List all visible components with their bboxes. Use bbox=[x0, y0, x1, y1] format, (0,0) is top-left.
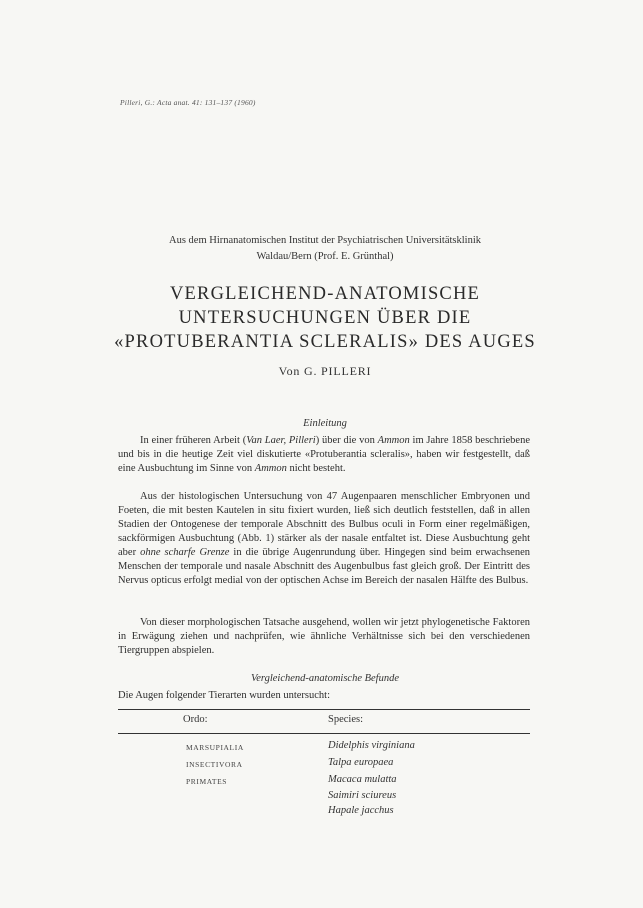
table-header-rule bbox=[118, 733, 530, 734]
table-top-rule bbox=[118, 709, 530, 710]
table-header-ordo: Ordo: bbox=[183, 714, 208, 725]
running-head: Pilleri, G.: Acta anat. 41: 131–137 (1960) bbox=[120, 98, 256, 107]
title-line-3: «PROTUBERANTIA SCLERALIS» DES AUGES bbox=[114, 332, 536, 352]
section-heading-einleitung: Einleitung bbox=[303, 418, 347, 429]
table-row-species: Macaca mulatta bbox=[328, 774, 397, 785]
section-heading-befunde: Vergleichend-anatomische Befunde bbox=[250, 673, 400, 684]
paragraph-2: Aus der histologischen Untersuchung von 47 Augenpaaren menschlicher Embryonen und Foeten, die mit besten Kautelen in situ fixiert wurden, ließ sich deutlich feststellen, daß in allen Stadien der Ontogenese der temporale Abschnitt des Bulbus oculi in Form einer regelmäßigen, sackförmigen Ausbuchtung (Abb. 1) stärker als der nasale entfaltet ist. Diese Ausbuchtung geht aber ohne scharfe Grenze in die übrige Augenrundung über. Hingegen sind beim erwachsenen Menschen der temporale und nasale Abschnitt des Augenbulbus fast gleich groß. Der Eintritt des Nervus opticus erfolgt medial von der optischen Achse im Bereich der nasalen Hälfte des Bulbus. bbox=[118, 491, 530, 586]
table-row-species: Saimiri sciureus bbox=[328, 790, 397, 801]
affiliation-line-2: Waldau/Bern (Prof. E. Grünthal) bbox=[256, 251, 394, 262]
table-row-species: Talpa europaea bbox=[328, 757, 394, 768]
author-line: Von G. PILLERI bbox=[278, 364, 372, 378]
table-row-order: MARSUPIALIA bbox=[186, 743, 244, 752]
paragraph-3: Von dieser morphologischen Tatsache ausgehend, wollen wir jetzt phylogenetische Faktoren in Erwägung ziehen und nachprüfen, wie ähnliche Verhältnisse sich bei den verschiedenen Tiergruppen abspielen. bbox=[118, 617, 530, 656]
table-row-species: Didelphis virginiana bbox=[328, 740, 415, 751]
befunde-intro: Die Augen folgender Tierarten wurden untersucht: bbox=[118, 690, 330, 701]
table-row-order: INSECTIVORA bbox=[186, 760, 243, 769]
paragraph-1: In einer früheren Arbeit (Van Laer, Pilleri) über die von Ammon im Jahre 1858 beschriebene und bis in die heutige Zeit viel diskutierte «Protuberantia scleralis», haben wir festgestellt, daß eine Ausbuchtung im Sinne von Ammon nicht besteht. bbox=[118, 435, 530, 474]
affiliation-line-1: Aus dem Hirnanatomischen Institut der Psychiatrischen Universitätsklinik bbox=[168, 235, 482, 246]
table-header-species: Species: bbox=[328, 714, 363, 725]
table-row-order: PRIMATES bbox=[186, 777, 228, 786]
table-row-species: Hapale jacchus bbox=[328, 805, 394, 816]
title-line-2: UNTERSUCHUNGEN ÜBER DIE bbox=[178, 308, 472, 328]
title-line-1: VERGLEICHEND-ANATOMISCHE bbox=[169, 284, 481, 304]
